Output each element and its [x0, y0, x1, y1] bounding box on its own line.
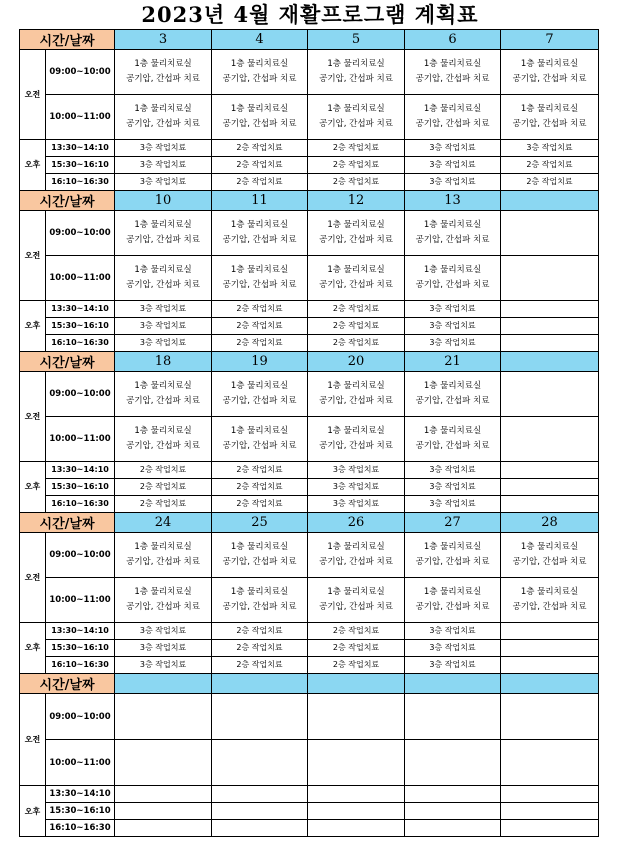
time-slot: 13:30~14:10	[46, 140, 115, 157]
therapy-cell	[501, 95, 599, 140]
occupational-therapy-cell: 3층 작업치료	[308, 479, 405, 496]
occupational-therapy-cell	[501, 657, 599, 674]
therapy-type: 공기압, 간섭파 치료	[126, 557, 200, 567]
therapy-location: 1층 물리치료실	[423, 220, 482, 230]
date-header: 6	[405, 30, 501, 50]
date-header: 18	[115, 352, 212, 372]
afternoon-label: 오후	[20, 140, 46, 191]
date-header: 13	[405, 191, 501, 211]
therapy-type: 공기압, 간섭파 치료	[222, 557, 297, 567]
therapy-location: 1층 물리치료실	[134, 104, 192, 114]
time-slot: 16:10~16:30	[46, 657, 115, 674]
therapy-cell	[501, 50, 599, 95]
therapy-type: 공기압, 간섭파 치료	[319, 441, 393, 451]
date-header	[501, 674, 599, 694]
morning-label: 오전	[20, 372, 46, 462]
time-slot: 10:00~11:00	[46, 578, 115, 623]
time-slot: 10:00~11:00	[46, 256, 115, 301]
afternoon-row	[20, 462, 599, 479]
afternoon-row	[20, 335, 599, 352]
occupational-therapy-cell: 2층 작업치료	[308, 657, 405, 674]
occupational-therapy-cell	[501, 318, 599, 335]
therapy-cell	[501, 740, 599, 786]
therapy-location: 1층 물리치료실	[327, 104, 385, 114]
time-slot: 09:00~10:00	[46, 211, 115, 256]
morning-row	[20, 694, 599, 740]
therapy-type: 공기압, 간섭파 치료	[126, 602, 200, 612]
therapy-cell	[115, 95, 212, 140]
occupational-therapy-cell: 2층 작업치료	[308, 640, 405, 657]
time-slot: 15:30~16:10	[46, 318, 115, 335]
occupational-therapy-cell: 3층 작업치료	[405, 623, 501, 640]
occupational-therapy-cell	[501, 496, 599, 513]
therapy-type: 공기압, 간섭파 치료	[415, 235, 490, 245]
date-header: 4	[212, 30, 308, 50]
therapy-cell	[115, 211, 212, 256]
time-slot: 15:30~16:10	[46, 157, 115, 174]
time-slot: 09:00~10:00	[46, 50, 115, 95]
occupational-therapy-cell	[115, 803, 212, 820]
date-header: 5	[308, 30, 405, 50]
date-header: 12	[308, 191, 405, 211]
date-header	[212, 674, 308, 694]
occupational-therapy-cell: 3층 작업치료	[405, 657, 501, 674]
therapy-cell	[308, 211, 405, 256]
therapy-cell	[308, 578, 405, 623]
therapy-cell	[212, 211, 308, 256]
afternoon-row	[20, 496, 599, 513]
therapy-location: 1층 물리치료실	[520, 104, 579, 114]
therapy-location: 1층 물리치료실	[134, 59, 192, 69]
therapy-cell	[501, 578, 599, 623]
morning-row	[20, 211, 599, 256]
therapy-type: 공기압, 간섭파 치료	[415, 119, 490, 129]
therapy-cell	[308, 372, 405, 417]
therapy-location: 1층 물리치료실	[134, 426, 192, 436]
therapy-cell	[501, 256, 599, 301]
occupational-therapy-cell	[501, 623, 599, 640]
therapy-cell	[405, 417, 501, 462]
therapy-type: 공기압, 간섭파 치료	[126, 396, 200, 406]
time-slot: 16:10~16:30	[46, 496, 115, 513]
therapy-location: 1층 물리치료실	[327, 220, 385, 230]
afternoon-label: 오후	[20, 786, 46, 837]
afternoon-label: 오후	[20, 301, 46, 352]
therapy-location: 1층 물리치료실	[423, 59, 482, 69]
morning-row	[20, 533, 599, 578]
therapy-cell	[405, 372, 501, 417]
morning-row	[20, 95, 599, 140]
occupational-therapy-cell	[501, 820, 599, 837]
therapy-cell	[115, 50, 212, 95]
therapy-type: 공기압, 간섭파 치료	[222, 602, 297, 612]
therapy-type: 공기압, 간섭파 치료	[512, 602, 587, 612]
occupational-therapy-cell: 2층 작업치료	[212, 174, 308, 191]
occupational-therapy-cell: 2층 작업치료	[501, 157, 599, 174]
time-slot: 13:30~14:10	[46, 301, 115, 318]
date-header	[308, 674, 405, 694]
therapy-type: 공기압, 간섭파 치료	[319, 280, 393, 290]
occupational-therapy-cell: 2층 작업치료	[212, 640, 308, 657]
therapy-type: 공기압, 간섭파 치료	[319, 235, 393, 245]
occupational-therapy-cell	[308, 803, 405, 820]
therapy-cell	[405, 50, 501, 95]
afternoon-row	[20, 174, 599, 191]
date-header: 25	[212, 513, 308, 533]
occupational-therapy-cell: 3층 작업치료	[405, 479, 501, 496]
occupational-therapy-cell	[501, 786, 599, 803]
afternoon-row	[20, 623, 599, 640]
therapy-location: 1층 물리치료실	[423, 542, 482, 552]
therapy-cell	[115, 372, 212, 417]
time-slot: 16:10~16:30	[46, 174, 115, 191]
occupational-therapy-cell: 2층 작업치료	[501, 174, 599, 191]
afternoon-row	[20, 157, 599, 174]
therapy-cell	[212, 372, 308, 417]
date-header: 21	[405, 352, 501, 372]
therapy-cell	[308, 740, 405, 786]
therapy-location: 1층 물리치료실	[230, 59, 289, 69]
therapy-type: 공기압, 간섭파 치료	[319, 602, 393, 612]
therapy-cell	[308, 533, 405, 578]
therapy-cell	[115, 740, 212, 786]
occupational-therapy-cell: 3층 작업치료	[501, 140, 599, 157]
occupational-therapy-cell: 3층 작업치료	[115, 157, 212, 174]
week-header-row	[20, 513, 599, 533]
occupational-therapy-cell: 3층 작업치료	[405, 335, 501, 352]
time-slot: 15:30~16:10	[46, 479, 115, 496]
therapy-cell	[212, 50, 308, 95]
therapy-cell	[212, 578, 308, 623]
afternoon-label: 오후	[20, 462, 46, 513]
occupational-therapy-cell	[501, 803, 599, 820]
occupational-therapy-cell: 2층 작업치료	[308, 140, 405, 157]
occupational-therapy-cell: 3층 작업치료	[115, 301, 212, 318]
morning-row	[20, 372, 599, 417]
time-slot: 13:30~14:10	[46, 623, 115, 640]
therapy-cell	[501, 211, 599, 256]
morning-row	[20, 578, 599, 623]
therapy-cell	[308, 694, 405, 740]
occupational-therapy-cell: 3층 작업치료	[115, 335, 212, 352]
date-header: 10	[115, 191, 212, 211]
therapy-location: 1층 물리치료실	[327, 426, 385, 436]
therapy-cell	[308, 417, 405, 462]
therapy-location: 1층 물리치료실	[230, 542, 289, 552]
therapy-location: 1층 물리치료실	[230, 381, 289, 391]
therapy-cell	[405, 95, 501, 140]
therapy-location: 1층 물리치료실	[327, 381, 385, 391]
occupational-therapy-cell	[405, 786, 501, 803]
therapy-type: 공기압, 간섭파 치료	[222, 119, 297, 129]
therapy-type: 공기압, 간섭파 치료	[126, 119, 200, 129]
occupational-therapy-cell: 3층 작업치료	[405, 157, 501, 174]
therapy-cell	[212, 256, 308, 301]
morning-label: 오전	[20, 694, 46, 786]
occupational-therapy-cell: 2층 작업치료	[308, 157, 405, 174]
occupational-therapy-cell: 3층 작업치료	[115, 140, 212, 157]
therapy-type: 공기압, 간섭파 치료	[512, 557, 587, 567]
occupational-therapy-cell: 3층 작업치료	[308, 462, 405, 479]
afternoon-row	[20, 803, 599, 820]
therapy-location: 1층 물리치료실	[327, 265, 385, 275]
therapy-location: 1층 물리치료실	[327, 59, 385, 69]
week-header-row	[20, 30, 599, 50]
occupational-therapy-cell: 3층 작업치료	[308, 496, 405, 513]
occupational-therapy-cell: 2층 작업치료	[308, 623, 405, 640]
therapy-type: 공기압, 간섭파 치료	[126, 74, 200, 84]
therapy-cell	[212, 95, 308, 140]
afternoon-row	[20, 301, 599, 318]
time-slot: 10:00~11:00	[46, 740, 115, 786]
time-slot: 10:00~11:00	[46, 417, 115, 462]
morning-row	[20, 417, 599, 462]
date-header: 7	[501, 30, 599, 50]
occupational-therapy-cell: 3층 작업치료	[115, 657, 212, 674]
afternoon-row	[20, 140, 599, 157]
occupational-therapy-cell: 2층 작업치료	[115, 496, 212, 513]
occupational-therapy-cell: 2층 작업치료	[308, 335, 405, 352]
occupational-therapy-cell: 2층 작업치료	[212, 301, 308, 318]
occupational-therapy-cell	[212, 786, 308, 803]
therapy-location: 1층 물리치료실	[327, 587, 385, 597]
therapy-type: 공기압, 간섭파 치료	[319, 74, 393, 84]
occupational-therapy-cell: 3층 작업치료	[115, 318, 212, 335]
therapy-location: 1층 물리치료실	[230, 220, 289, 230]
afternoon-row	[20, 640, 599, 657]
therapy-cell	[501, 372, 599, 417]
date-header: 27	[405, 513, 501, 533]
time-date-header: 시간/날짜	[20, 674, 115, 694]
therapy-cell	[501, 533, 599, 578]
therapy-location: 1층 물리치료실	[134, 265, 192, 275]
time-slot: 09:00~10:00	[46, 372, 115, 417]
therapy-location: 1층 물리치료실	[230, 587, 289, 597]
afternoon-row	[20, 318, 599, 335]
occupational-therapy-cell: 2층 작업치료	[115, 479, 212, 496]
therapy-cell	[501, 417, 599, 462]
therapy-type: 공기압, 간섭파 치료	[319, 396, 393, 406]
morning-label: 오전	[20, 533, 46, 623]
therapy-type: 공기압, 간섭파 치료	[126, 280, 200, 290]
therapy-type: 공기압, 간섭파 치료	[126, 441, 200, 451]
time-slot: 09:00~10:00	[46, 533, 115, 578]
afternoon-row	[20, 657, 599, 674]
occupational-therapy-cell: 2층 작업치료	[212, 140, 308, 157]
occupational-therapy-cell: 2층 작업치료	[212, 335, 308, 352]
occupational-therapy-cell: 2층 작업치료	[212, 157, 308, 174]
occupational-therapy-cell: 2층 작업치료	[115, 462, 212, 479]
therapy-cell	[212, 694, 308, 740]
occupational-therapy-cell: 3층 작업치료	[405, 318, 501, 335]
afternoon-row	[20, 786, 599, 803]
therapy-cell	[212, 740, 308, 786]
time-date-header: 시간/날짜	[20, 513, 115, 533]
occupational-therapy-cell: 2층 작업치료	[212, 479, 308, 496]
occupational-therapy-cell: 2층 작업치료	[308, 301, 405, 318]
time-slot: 13:30~14:10	[46, 786, 115, 803]
date-header: 11	[212, 191, 308, 211]
afternoon-row	[20, 479, 599, 496]
date-header: 20	[308, 352, 405, 372]
occupational-therapy-cell: 2층 작업치료	[212, 623, 308, 640]
therapy-location: 1층 물리치료실	[134, 587, 192, 597]
therapy-location: 1층 물리치료실	[423, 426, 482, 436]
therapy-cell	[212, 533, 308, 578]
therapy-cell	[405, 740, 501, 786]
occupational-therapy-cell	[405, 820, 501, 837]
time-slot: 09:00~10:00	[46, 694, 115, 740]
occupational-therapy-cell	[501, 479, 599, 496]
therapy-location: 1층 물리치료실	[423, 104, 482, 114]
occupational-therapy-cell: 2층 작업치료	[212, 462, 308, 479]
therapy-cell	[308, 50, 405, 95]
therapy-type: 공기압, 간섭파 치료	[512, 119, 587, 129]
occupational-therapy-cell: 3층 작업치료	[115, 640, 212, 657]
date-header	[501, 191, 599, 211]
date-header: 19	[212, 352, 308, 372]
therapy-cell	[115, 417, 212, 462]
occupational-therapy-cell	[405, 803, 501, 820]
occupational-therapy-cell	[308, 786, 405, 803]
time-slot: 13:30~14:10	[46, 462, 115, 479]
page-title: 2023년 4월 재활프로그램 계획표	[141, 2, 479, 27]
therapy-cell	[115, 578, 212, 623]
occupational-therapy-cell: 2층 작업치료	[308, 318, 405, 335]
therapy-type: 공기압, 간섭파 치료	[319, 119, 393, 129]
therapy-location: 1층 물리치료실	[327, 542, 385, 552]
morning-row	[20, 50, 599, 95]
therapy-location: 1층 물리치료실	[134, 381, 192, 391]
therapy-location: 1층 물리치료실	[230, 426, 289, 436]
therapy-type: 공기압, 간섭파 치료	[415, 557, 490, 567]
time-slot: 15:30~16:10	[46, 803, 115, 820]
therapy-location: 1층 물리치료실	[230, 104, 289, 114]
occupational-therapy-cell: 3층 작업치료	[405, 496, 501, 513]
morning-row	[20, 740, 599, 786]
occupational-therapy-cell: 3층 작업치료	[405, 140, 501, 157]
occupational-therapy-cell	[501, 462, 599, 479]
date-header	[115, 674, 212, 694]
therapy-location: 1층 물리치료실	[423, 381, 482, 391]
therapy-cell	[212, 417, 308, 462]
occupational-therapy-cell: 2층 작업치료	[212, 318, 308, 335]
therapy-cell	[405, 533, 501, 578]
therapy-type: 공기압, 간섭파 치료	[126, 235, 200, 245]
therapy-location: 1층 물리치료실	[423, 265, 482, 275]
therapy-type: 공기압, 간섭파 치료	[222, 441, 297, 451]
time-date-header: 시간/날짜	[20, 191, 115, 211]
occupational-therapy-cell	[115, 820, 212, 837]
therapy-cell	[308, 95, 405, 140]
date-header: 28	[501, 513, 599, 533]
occupational-therapy-cell: 2층 작업치료	[212, 657, 308, 674]
therapy-location: 1층 물리치료실	[230, 265, 289, 275]
occupational-therapy-cell: 3층 작업치료	[405, 301, 501, 318]
therapy-cell	[405, 694, 501, 740]
therapy-location: 1층 물리치료실	[520, 542, 579, 552]
date-header: 26	[308, 513, 405, 533]
occupational-therapy-cell	[501, 301, 599, 318]
occupational-therapy-cell: 2층 작업치료	[212, 496, 308, 513]
therapy-location: 1층 물리치료실	[423, 587, 482, 597]
occupational-therapy-cell: 3층 작업치료	[405, 640, 501, 657]
morning-label: 오전	[20, 50, 46, 140]
therapy-cell	[115, 694, 212, 740]
week-header-row	[20, 191, 599, 211]
occupational-therapy-cell	[212, 820, 308, 837]
therapy-location: 1층 물리치료실	[520, 59, 579, 69]
time-slot: 16:10~16:30	[46, 820, 115, 837]
therapy-cell	[405, 578, 501, 623]
date-header: 24	[115, 513, 212, 533]
therapy-type: 공기압, 간섭파 치료	[222, 280, 297, 290]
time-date-header: 시간/날짜	[20, 30, 115, 50]
therapy-type: 공기압, 간섭파 치료	[512, 74, 587, 84]
therapy-cell	[405, 256, 501, 301]
therapy-type: 공기압, 간섭파 치료	[415, 602, 490, 612]
occupational-therapy-cell: 3층 작업치료	[115, 623, 212, 640]
afternoon-row	[20, 820, 599, 837]
therapy-type: 공기압, 간섭파 치료	[415, 396, 490, 406]
therapy-location: 1층 물리치료실	[134, 220, 192, 230]
therapy-type: 공기압, 간섭파 치료	[415, 74, 490, 84]
time-slot: 15:30~16:10	[46, 640, 115, 657]
occupational-therapy-cell	[115, 786, 212, 803]
therapy-type: 공기압, 간섭파 치료	[319, 557, 393, 567]
time-slot: 16:10~16:30	[46, 335, 115, 352]
therapy-cell	[405, 211, 501, 256]
date-header: 3	[115, 30, 212, 50]
therapy-location: 1층 물리치료실	[134, 542, 192, 552]
morning-label: 오전	[20, 211, 46, 301]
time-date-header: 시간/날짜	[20, 352, 115, 372]
therapy-location: 1층 물리치료실	[520, 587, 579, 597]
therapy-cell	[501, 694, 599, 740]
morning-row	[20, 256, 599, 301]
occupational-therapy-cell	[501, 335, 599, 352]
time-slot: 10:00~11:00	[46, 95, 115, 140]
therapy-type: 공기압, 간섭파 치료	[415, 441, 490, 451]
schedule-table	[19, 29, 599, 837]
therapy-type: 공기압, 간섭파 치료	[222, 396, 297, 406]
therapy-cell	[115, 533, 212, 578]
date-header	[405, 674, 501, 694]
date-header	[501, 352, 599, 372]
therapy-cell	[115, 256, 212, 301]
occupational-therapy-cell: 2층 작업치료	[308, 174, 405, 191]
week-header-row	[20, 352, 599, 372]
occupational-therapy-cell: 3층 작업치료	[405, 462, 501, 479]
afternoon-label: 오후	[20, 623, 46, 674]
therapy-type: 공기압, 간섭파 치료	[415, 280, 490, 290]
occupational-therapy-cell	[501, 640, 599, 657]
occupational-therapy-cell: 3층 작업치료	[115, 174, 212, 191]
week-header-row	[20, 674, 599, 694]
occupational-therapy-cell: 3층 작업치료	[405, 174, 501, 191]
occupational-therapy-cell	[308, 820, 405, 837]
therapy-type: 공기압, 간섭파 치료	[222, 74, 297, 84]
therapy-cell	[308, 256, 405, 301]
therapy-type: 공기압, 간섭파 치료	[222, 235, 297, 245]
occupational-therapy-cell	[212, 803, 308, 820]
